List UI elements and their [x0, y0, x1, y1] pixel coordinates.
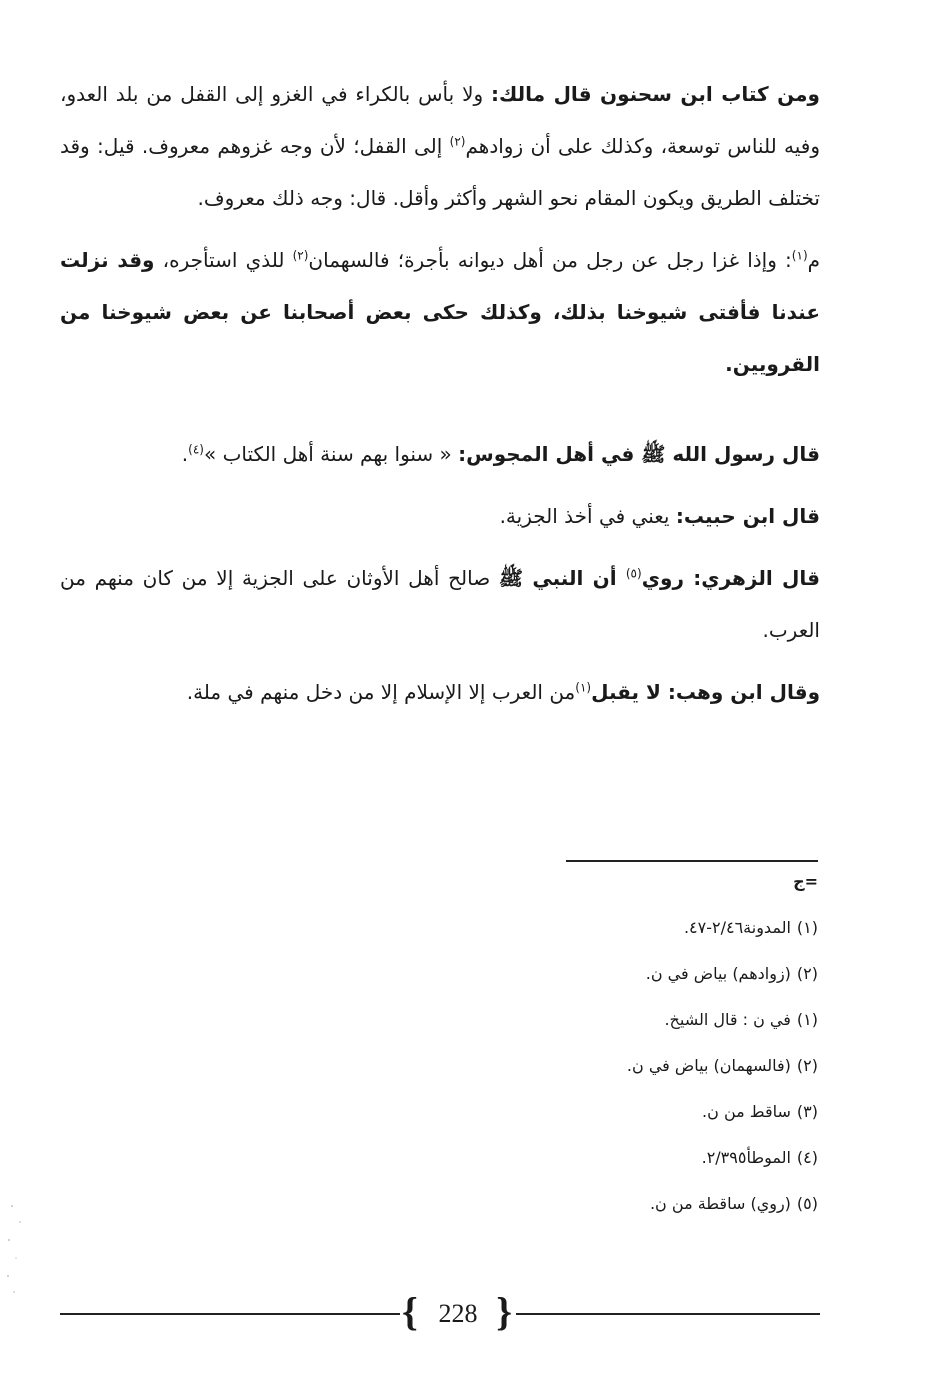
footnote-number: (٣)	[796, 1102, 818, 1121]
page-number-box	[400, 1290, 516, 1338]
paragraph-6	[60, 666, 820, 718]
paragraph-6-lead: وقال ابن وهب: لا يقبل	[591, 680, 820, 704]
footnote-item	[300, 905, 818, 951]
paragraph-1-text-b: إلى القفل؛ لأن وجه غزوهم معروف. قيل: وقد تختلف الطريق ويكون المقام نحو الشهر وأكثر وأقل. قال: وجه ذلك معروف.	[60, 134, 820, 210]
footnote-item	[300, 1089, 818, 1135]
footnote-divider	[566, 860, 818, 862]
footnote-number: (١)	[796, 918, 818, 937]
footnote-item	[300, 1043, 818, 1089]
paragraph-5	[60, 552, 820, 656]
bottom-rule-left	[60, 1313, 400, 1315]
footnote-number: (٢)	[796, 964, 818, 983]
footnote-item	[300, 1135, 818, 1181]
footnotes	[300, 905, 818, 1227]
paragraph-3-quote: « سنوا بهم سنة أهل الكتاب »	[203, 442, 459, 466]
footnote-item	[300, 951, 818, 997]
footnote-text: في ن : قال الشيخ.	[664, 1010, 791, 1029]
footnote-ref: (٥)	[625, 566, 642, 581]
paragraph-4	[60, 490, 820, 542]
footnote-ref: (١)	[575, 680, 592, 695]
paragraph-3	[60, 428, 820, 480]
footnote-number: (٤)	[796, 1148, 818, 1167]
paragraph-1	[60, 68, 820, 224]
paragraph-1-lead: ومن كتاب ابن سحنون قال مالك:	[491, 82, 820, 106]
footnote-text: (روي) ساقطة من ن.	[649, 1194, 791, 1213]
paragraph-4-lead: قال ابن حبيب:	[675, 504, 820, 528]
paragraph-2-lead: م	[807, 248, 821, 272]
paragraph-4-text: يعني في أخذ الجزية.	[499, 504, 676, 528]
footnote-item	[300, 1181, 818, 1227]
footnote-ref: (٢)	[292, 248, 309, 263]
page-number: 228	[438, 1299, 478, 1328]
paragraph-5-lead: قال الزهري: روي	[641, 566, 820, 590]
bottom-rule-right	[516, 1313, 820, 1315]
footnote-text: المدونة٢/٤٦-٤٧.	[683, 918, 791, 937]
footnote-ref: (٢)	[449, 134, 466, 149]
left-brace-icon: {	[402, 1289, 418, 1334]
main-text	[60, 68, 820, 718]
right-brace-icon: }	[496, 1289, 512, 1334]
footnote-ref: (١)	[791, 248, 808, 263]
paragraph-3-end: .	[181, 442, 189, 466]
footnote-number: (١)	[796, 1010, 818, 1029]
paragraph-5-bold-b: أن النبي ﷺ	[498, 566, 626, 590]
paragraph-1-text-a: ولا بأس بالكراء في الغزو إلى القفل من بلد العدو، وفيه للناس توسعة، وكذلك على أن زوادهم	[60, 82, 820, 158]
footnote-item	[300, 997, 818, 1043]
footnote-mark: =ج	[793, 872, 818, 891]
footnote-text: ساقط من ن.	[702, 1102, 791, 1121]
paragraph-2	[60, 234, 820, 390]
paragraph-3-lead: قال رسول الله ﷺ في أهل المجوس:	[458, 442, 820, 466]
footnote-text: (زوادهم) بياض في ن.	[645, 964, 791, 983]
paragraph-2-bold-text: وقد نزلت عندنا فأفتى شيوخنا بذلك، وكذلك حكى بعض أصحابنا عن بعض شيوخنا من القرويين.	[60, 248, 820, 376]
paragraph-6-text: من العرب إلا الإسلام إلا من دخل منهم في ملة.	[186, 680, 576, 704]
footnote-ref: (٤)	[188, 442, 204, 457]
scan-specks	[2, 1200, 36, 1320]
footnote-text: (فالسهمان) بياض في ن.	[626, 1056, 791, 1075]
footnote-number: (٢)	[796, 1056, 818, 1075]
paragraph-5-text: صالح أهل الأوثان على الجزية إلا من كان منهم من العرب.	[60, 566, 820, 642]
paragraph-2-text-a: : وإذا غزا رجل عن رجل من أهل ديوانه بأجرة؛ فالسهمان	[308, 248, 792, 272]
paragraph-2-text-b: للذي استأجره،	[154, 248, 293, 272]
footnote-number: (٥)	[796, 1194, 818, 1213]
footnote-text: الموطأ٢/٣٩٥.	[701, 1148, 791, 1167]
